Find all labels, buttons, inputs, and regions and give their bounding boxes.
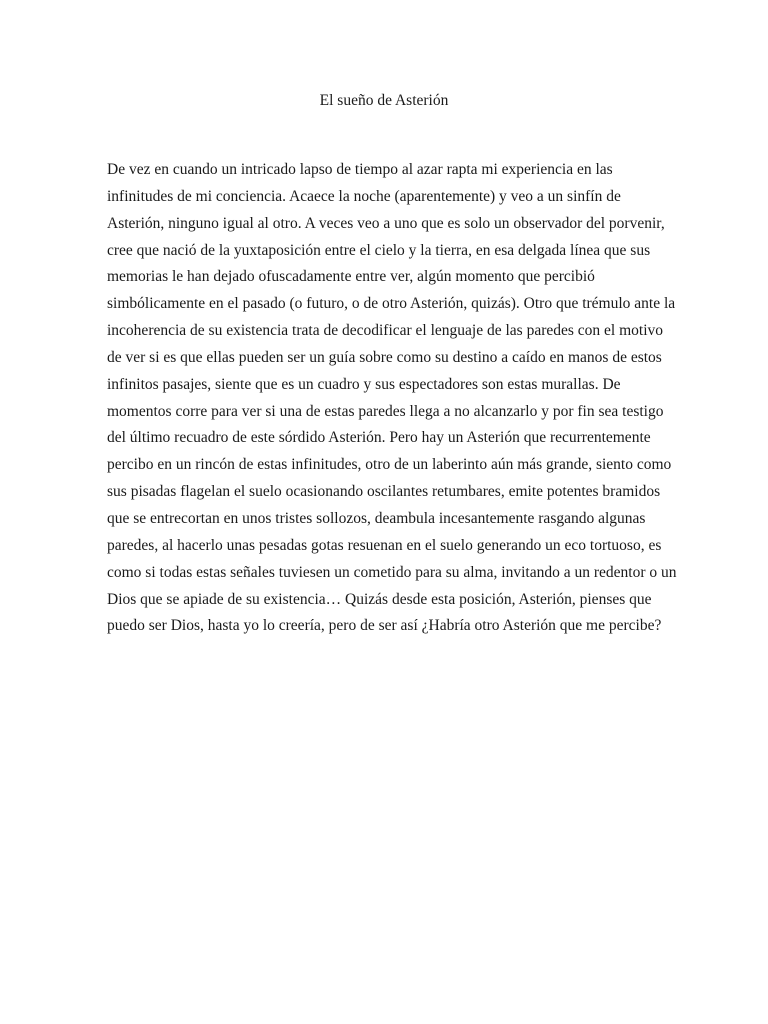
body-line: puedo ser Dios, hasta yo lo creería, pero de ser así ¿Habría otro Asterión que me percibe? (107, 617, 662, 635)
document-body (107, 157, 677, 640)
body-line: cree que nació de la yuxtaposición entre el cielo y la tierra, en esa delgada línea que sus (107, 241, 651, 259)
body-line: incoherencia de su existencia trata de decodificar el lenguaje de las paredes con el motivo (107, 322, 664, 340)
body-line: De vez en cuando un intricado lapso de tiempo al azar rapta mi experiencia en las (107, 161, 613, 178)
body-line: simbólicamente en el pasado (o futuro, o de otro Asterión, quizás). Otro que trémulo ante la (107, 295, 676, 313)
body-line: paredes, al hacerlo unas pesadas gotas resuenan en el suelo generando un eco tortuoso, es (107, 536, 662, 554)
body-line: de ver si es que ellas pueden ser un guía sobre como su destino a caído en manos de estos (107, 348, 662, 366)
body-line: como si todas estas señales tuviesen un cometido para su alma, invitando a un redentor o un (107, 563, 677, 581)
body-line: percibo en un rincón de estas infinitudes, otro de un laberinto aún más grande, siento como (107, 456, 672, 474)
body-line: infinitos pasajes, siente que es un cuadro y sus espectadores son estas murallas. De (107, 375, 621, 393)
body-line: infinitudes de mi conciencia. Acaece la noche (aparentemente) y veo a un sinfín de (107, 187, 621, 205)
body-line: que se entrecortan en unos tristes sollozos, deambula incesantemente rasgando algunas (107, 509, 646, 527)
body-line: sus pisadas flagelan el suelo ocasionando oscilantes retumbares, emite potentes bramidos (107, 483, 661, 501)
document-title: El sueño de Asterión (319, 92, 449, 109)
body-line: memorias le han dejado ofuscadamente entre ver, algún momento que percibió (107, 268, 595, 286)
body-line: Asterión, ninguno igual al otro. A veces veo a uno que es solo un observador del porvenir, (107, 214, 665, 232)
body-line: Dios que se apiade de su existencia… Quizás desde esta posición, Asterión, pienses que (107, 590, 652, 608)
body-line: momentos corre para ver si una de estas paredes llega a no alcanzarlo y por fin sea testigo (107, 402, 664, 420)
body-line: del último recuadro de este sórdido Asterión. Pero hay un Asterión que recurrentemente (107, 429, 651, 447)
